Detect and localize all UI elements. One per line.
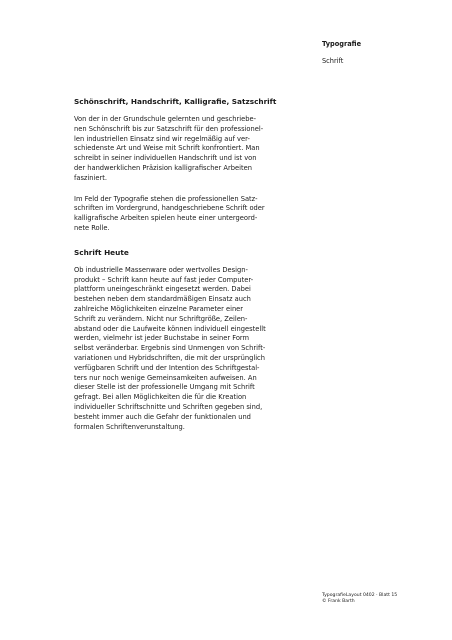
text-line: nete Rolle. (74, 223, 110, 232)
text-line: dieser Stelle ist der professionelle Umgang mit Schrift (74, 383, 255, 392)
page-footer (322, 593, 442, 606)
section-heading: Schönschrift, Handschrift, Kalligrafie, Satzschrift (74, 97, 277, 106)
header-subtitle: Schrift (322, 57, 344, 65)
text-line: werden, vielmehr ist jeder Buchstabe in seiner Form (74, 334, 250, 343)
text-line: Im Feld der Typografie stehen die professionellen Satz- (74, 194, 258, 203)
text-line: produkt – Schrift kann heute auf fast jeder Computer- (74, 275, 254, 284)
text-line: schiedenste Art und Weise mit Schrift konfrontiert. Man (74, 144, 260, 153)
text-line: formalen Schriftenverunstaltung. (74, 422, 185, 431)
text-line: fasziniert. (74, 173, 108, 182)
page-header (322, 40, 432, 66)
text-line: kalligrafische Arbeiten spielen heute einer untergeord- (74, 214, 258, 223)
text-line: ters nur noch wenige Gemeinsamkeiten aufweisen. An (74, 373, 257, 382)
text-line: verfügbaren Schrift und der Intention des Schriftgestal- (74, 363, 260, 372)
footer-copyright: © Frank Barth (322, 599, 355, 605)
main-content (74, 97, 277, 443)
paragraph (74, 115, 274, 184)
text-line: schriften im Vordergrund, handgeschriebene Schrift oder (74, 204, 265, 213)
section-schrift-heute (74, 248, 274, 433)
section-heading: Schrift Heute (74, 247, 129, 257)
text-line: Schrift zu verändern. Nicht nur Schriftgröße, Zeilen- (74, 314, 248, 323)
text-line: besteht immer auch die Gefahr der funktionalen und (74, 412, 251, 421)
paragraph (74, 195, 274, 234)
text-line: selbst veränderbar. Ergebnis sind Unmengen von Schrift- (74, 344, 266, 353)
text-line: variationen und Hybridschriften, die mit der ursprünglich (74, 353, 265, 362)
text-line: nen Schönschrift bis zur Satzschrift für den professionel- (74, 124, 264, 133)
text-line: gefragt. Bei allen Möglichkeiten die für die Kreation (74, 393, 247, 402)
text-line: schreibt in seiner individuellen Handschrift und ist von (74, 154, 257, 163)
header-title: Typografie (322, 40, 362, 48)
footer-line: TypografieLayout 0402 · Blatt 15 (322, 593, 398, 598)
text-line: bestehen neben dem standardmäßigen Einsatz auch (74, 295, 251, 304)
text-line: plattform uneingeschränkt eingesetzt werden. Dabei (74, 285, 251, 294)
text-line: Ob industrielle Massenware oder wertvolles Design- (74, 265, 248, 274)
text-line: Von der in der Grundschule gelernten und geschriebe- (74, 115, 256, 123)
text-line: zahlreiche Möglichkeiten einzelne Parameter einer (74, 304, 244, 313)
text-line: der handwerklichen Präzision kalligrafischer Arbeiten (74, 163, 252, 172)
paragraph (74, 266, 274, 433)
text-line: individueller Schriftschnitte und Schriften gegeben sind, (74, 402, 263, 411)
text-line: len industriellen Einsatz sind wir regelmäßig auf ver- (74, 134, 250, 143)
text-line: abstand oder die Laufweite können individuell eingestellt (74, 324, 266, 333)
section-schoenschrift (74, 97, 277, 234)
